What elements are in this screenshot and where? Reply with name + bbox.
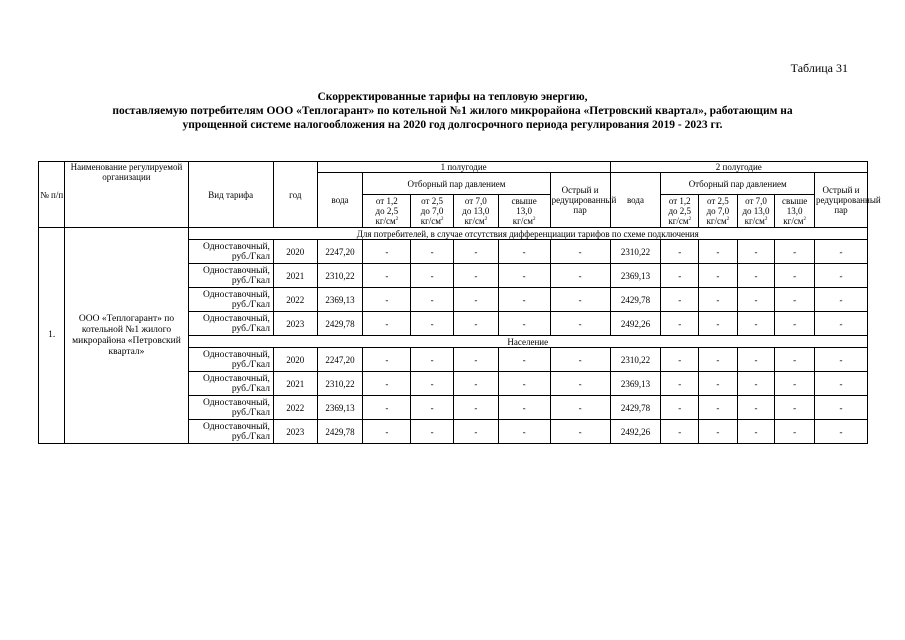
dash-cell: -: [453, 264, 498, 288]
col-header-pressure-2-5-7: от 2,5 до 7,0 $кг/см^2$: [411, 195, 454, 228]
water-tariff-half1-cell: 2429,78: [317, 420, 363, 444]
dash-cell: -: [411, 396, 454, 420]
tariff-type-cell: Одноставочный, руб./Гкал: [188, 396, 273, 420]
dash-cell: -: [498, 348, 550, 372]
dash-cell: -: [775, 288, 815, 312]
col-header-half2: 2 полугодие: [610, 162, 867, 173]
dash-cell: -: [775, 396, 815, 420]
col-header-year: год: [273, 162, 317, 228]
col-header-num: № п/п: [39, 162, 65, 228]
dash-cell: -: [453, 240, 498, 264]
dash-cell: -: [737, 240, 775, 264]
dash-cell: -: [550, 240, 610, 264]
tariff-type-cell: Одноставочный, руб./Гкал: [188, 240, 273, 264]
col-header-pressure-over-13: свыше 13,0 $кг/см^2$: [498, 195, 550, 228]
dash-cell: -: [661, 264, 699, 288]
col-header-steam-1: Отборный пар давлением: [363, 173, 550, 195]
water-tariff-half2-cell: 2310,22: [610, 348, 661, 372]
dash-cell: -: [363, 264, 411, 288]
dash-cell: -: [737, 372, 775, 396]
dash-cell: -: [550, 288, 610, 312]
dash-cell: -: [737, 264, 775, 288]
year-cell: 2020: [273, 240, 317, 264]
dash-cell: -: [550, 348, 610, 372]
water-tariff-half2-cell: 2369,13: [610, 372, 661, 396]
dash-cell: -: [661, 348, 699, 372]
header-row-1: [39, 162, 868, 173]
dash-cell: -: [363, 420, 411, 444]
year-cell: 2023: [273, 420, 317, 444]
col-header-tariff-type: Вид тарифа: [188, 162, 273, 228]
water-tariff-half2-cell: 2492,26: [610, 312, 661, 336]
dash-cell: -: [814, 420, 867, 444]
col-header-pressure-1-2-5: от 1,2 до 2,5 $кг/см^2$: [363, 195, 411, 228]
water-tariff-half2-cell: 2429,78: [610, 396, 661, 420]
col-header-sharp-2: Острый и редуцированный пар: [814, 173, 867, 228]
dash-cell: -: [363, 240, 411, 264]
document-title: [40, 90, 865, 132]
year-cell: 2021: [273, 372, 317, 396]
dash-cell: -: [363, 372, 411, 396]
dash-cell: -: [661, 372, 699, 396]
col-header-pressure-2-5-7: от 2,5 до 7,0 $кг/см^2$: [699, 195, 738, 228]
dash-cell: -: [498, 240, 550, 264]
year-cell: 2022: [273, 396, 317, 420]
dash-cell: -: [775, 312, 815, 336]
dash-cell: -: [363, 348, 411, 372]
dash-cell: -: [699, 288, 738, 312]
water-tariff-half2-cell: 2492,26: [610, 420, 661, 444]
dash-cell: -: [550, 396, 610, 420]
dash-cell: -: [699, 348, 738, 372]
title-line-2: поставляемую потребителям ООО «Теплогарант» по котельной №1 жилого микрорайона «Петровский квартал», работающим на: [112, 105, 793, 117]
dash-cell: -: [814, 348, 867, 372]
dash-cell: -: [411, 312, 454, 336]
dash-cell: -: [814, 240, 867, 264]
dash-cell: -: [661, 396, 699, 420]
water-tariff-half1-cell: 2429,78: [317, 312, 363, 336]
dash-cell: -: [737, 312, 775, 336]
water-tariff-half1-cell: 2247,20: [317, 348, 363, 372]
dash-cell: -: [775, 420, 815, 444]
section-header-row: [39, 228, 868, 240]
water-tariff-half2-cell: 2310,22: [610, 240, 661, 264]
dash-cell: -: [699, 420, 738, 444]
tariff-type-cell: Одноставочный, руб./Гкал: [188, 264, 273, 288]
col-header-pressure-over-13: свыше 13,0 $кг/см^2$: [775, 195, 815, 228]
col-header-pressure-1-2-5: от 1,2 до 2,5 $кг/см^2$: [661, 195, 699, 228]
dash-cell: -: [453, 312, 498, 336]
dash-cell: -: [363, 288, 411, 312]
dash-cell: -: [453, 372, 498, 396]
dash-cell: -: [737, 348, 775, 372]
dash-cell: -: [775, 240, 815, 264]
col-header-water-1: вода: [317, 173, 363, 228]
dash-cell: -: [498, 288, 550, 312]
dash-cell: -: [661, 420, 699, 444]
dash-cell: -: [661, 240, 699, 264]
dash-cell: -: [411, 240, 454, 264]
col-header-pressure-7-13: от 7,0 до 13,0 $кг/см^2$: [453, 195, 498, 228]
organization-name: ООО «Теплогарант» по котельной №1 жилого микрорайона «Петровский квартал»: [65, 228, 188, 444]
dash-cell: -: [498, 420, 550, 444]
dash-cell: -: [814, 372, 867, 396]
water-tariff-half1-cell: 2247,20: [317, 240, 363, 264]
dash-cell: -: [737, 420, 775, 444]
col-header-steam-2: Отборный пар давлением: [661, 173, 815, 195]
section-title: Население: [188, 336, 868, 348]
title-line-1: Скорректированные тарифы на тепловую энергию,: [317, 91, 588, 103]
year-cell: 2020: [273, 348, 317, 372]
dash-cell: -: [814, 312, 867, 336]
water-tariff-half2-cell: 2429,78: [610, 288, 661, 312]
dash-cell: -: [814, 396, 867, 420]
water-tariff-half1-cell: 2369,13: [317, 288, 363, 312]
dash-cell: -: [550, 372, 610, 396]
water-tariff-half1-cell: 2369,13: [317, 396, 363, 420]
dash-cell: -: [453, 348, 498, 372]
dash-cell: -: [550, 312, 610, 336]
tariff-type-cell: Одноставочный, руб./Гкал: [188, 420, 273, 444]
col-header-pressure-7-13: от 7,0 до 13,0 $кг/см^2$: [737, 195, 775, 228]
dash-cell: -: [498, 312, 550, 336]
section-title: Для потребителей, в случае отсутствия дифференциации тарифов по схеме подключения: [188, 228, 868, 240]
water-tariff-half1-cell: 2310,22: [317, 372, 363, 396]
col-header-water-2: вода: [610, 173, 661, 228]
dash-cell: -: [737, 288, 775, 312]
dash-cell: -: [699, 264, 738, 288]
dash-cell: -: [363, 396, 411, 420]
title-line-3: упрощенной системе налогообложения на 2020 год долгосрочного периода регулирования 2019 - 2023 гг.: [182, 119, 723, 131]
dash-cell: -: [411, 348, 454, 372]
dash-cell: -: [453, 396, 498, 420]
year-cell: 2021: [273, 264, 317, 288]
dash-cell: -: [411, 420, 454, 444]
water-tariff-half2-cell: 2369,13: [610, 264, 661, 288]
dash-cell: -: [737, 396, 775, 420]
dash-cell: -: [661, 288, 699, 312]
tariff-table: [38, 161, 881, 444]
dash-cell: -: [453, 288, 498, 312]
dash-cell: -: [453, 420, 498, 444]
year-cell: 2023: [273, 312, 317, 336]
dash-cell: -: [363, 312, 411, 336]
table-number: Таблица 31: [790, 61, 848, 75]
dash-cell: -: [775, 264, 815, 288]
dash-cell: -: [814, 264, 867, 288]
tariff-type-cell: Одноставочный, руб./Гкал: [188, 372, 273, 396]
row-number: 1.: [39, 228, 65, 444]
col-header-sharp-1: Острый и редуцированный пар: [550, 173, 610, 228]
dash-cell: -: [699, 240, 738, 264]
dash-cell: -: [411, 264, 454, 288]
year-cell: 2022: [273, 288, 317, 312]
dash-cell: -: [699, 312, 738, 336]
col-header-half1: 1 полугодие: [317, 162, 610, 173]
dash-cell: -: [550, 264, 610, 288]
dash-cell: -: [661, 312, 699, 336]
dash-cell: -: [699, 372, 738, 396]
dash-cell: -: [411, 288, 454, 312]
dash-cell: -: [498, 264, 550, 288]
dash-cell: -: [498, 372, 550, 396]
water-tariff-half1-cell: 2310,22: [317, 264, 363, 288]
dash-cell: -: [498, 396, 550, 420]
dash-cell: -: [775, 348, 815, 372]
tariff-type-cell: Одноставочный, руб./Гкал: [188, 312, 273, 336]
col-header-org: Наименование регулируемой организации: [65, 162, 188, 228]
tariff-type-cell: Одноставочный, руб./Гкал: [188, 288, 273, 312]
dash-cell: -: [411, 372, 454, 396]
dash-cell: -: [775, 372, 815, 396]
dash-cell: -: [699, 396, 738, 420]
dash-cell: -: [550, 420, 610, 444]
tariff-type-cell: Одноставочный, руб./Гкал: [188, 348, 273, 372]
dash-cell: -: [814, 288, 867, 312]
